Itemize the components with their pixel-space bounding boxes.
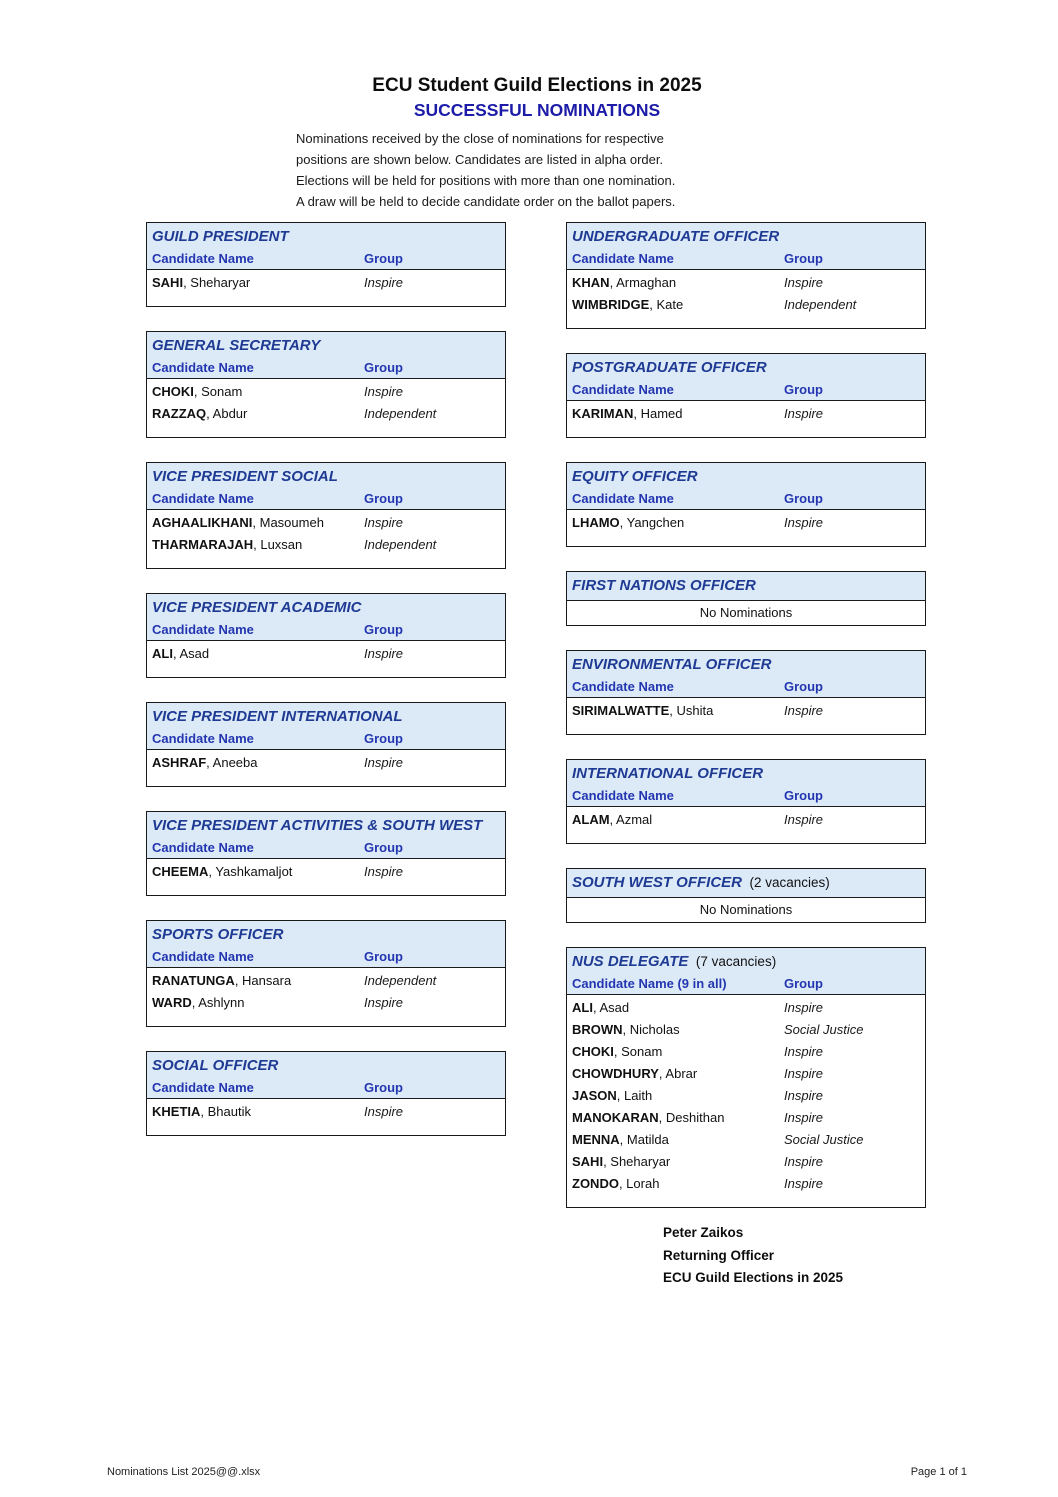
table-title <box>567 223 925 250</box>
nomination-table <box>566 353 926 438</box>
candidate-name: RAZZAQ, Abdur <box>152 406 248 421</box>
candidate-name-header: Candidate Name <box>572 491 674 506</box>
position-title: EQUITY OFFICER <box>572 468 698 485</box>
candidate-row <box>147 403 505 425</box>
candidate-group: Inspire <box>784 1066 824 1081</box>
signature-name: Peter Zaikos <box>663 1225 744 1240</box>
table-body <box>147 379 505 437</box>
candidate-name: AGHAALIKHANI, Masoumeh <box>152 515 324 530</box>
group-header: Group <box>364 491 403 506</box>
table-column-headers <box>147 359 505 379</box>
candidate-group: Inspire <box>364 646 404 661</box>
candidate-group: Social Justice <box>784 1132 864 1147</box>
table-body <box>567 401 925 437</box>
candidate-group: Inspire <box>364 755 404 770</box>
nomination-table <box>566 222 926 329</box>
table-title <box>147 921 505 948</box>
table-body <box>567 995 925 1207</box>
candidate-row <box>567 700 925 722</box>
no-nominations-text: No Nominations <box>567 897 925 922</box>
table-column-headers <box>147 1079 505 1099</box>
table-body <box>147 859 505 895</box>
candidate-group: Inspire <box>364 275 404 290</box>
candidate-name-header: Candidate Name <box>152 622 254 637</box>
candidate-group: Inspire <box>364 515 404 530</box>
position-title: SOCIAL OFFICER <box>152 1057 279 1074</box>
nomination-table <box>566 650 926 735</box>
candidate-row <box>567 1085 925 1107</box>
candidate-group: Inspire <box>784 1044 824 1059</box>
nomination-table <box>146 462 506 569</box>
position-title: INTERNATIONAL OFFICER <box>572 765 764 782</box>
nomination-table <box>566 462 926 547</box>
table-title <box>567 948 925 975</box>
candidate-row <box>567 1107 925 1129</box>
candidate-group: Independent <box>784 297 857 312</box>
table-title <box>147 332 505 359</box>
nomination-table <box>566 571 926 626</box>
candidate-name: KARIMAN, Hamed <box>572 406 683 421</box>
table-column-headers <box>147 730 505 750</box>
nomination-table <box>566 868 926 923</box>
nomination-table <box>146 1051 506 1136</box>
signature-block <box>663 1222 843 1290</box>
document-header <box>296 74 778 212</box>
candidate-name-header: Candidate Name <box>572 382 674 397</box>
group-header: Group <box>364 622 403 637</box>
table-body <box>147 510 505 568</box>
candidate-row <box>147 752 505 774</box>
candidate-group: Independent <box>364 973 437 988</box>
candidate-group: Independent <box>364 406 437 421</box>
table-column-headers <box>147 490 505 510</box>
position-title: GUILD PRESIDENT <box>152 228 289 245</box>
table-body <box>147 968 505 1026</box>
candidate-row <box>147 534 505 556</box>
candidate-name: MENNA, Matilda <box>572 1132 669 1147</box>
candidate-row <box>567 512 925 534</box>
candidate-row <box>567 294 925 316</box>
candidate-name-header: Candidate Name <box>572 788 674 803</box>
position-title: NUS DELEGATE <box>572 953 689 970</box>
candidate-name-header: Candidate Name <box>152 840 254 855</box>
candidate-name: RANATUNGA, Hansara <box>152 973 292 988</box>
candidate-row <box>567 1151 925 1173</box>
table-column-headers <box>147 839 505 859</box>
position-title: GENERAL SECRETARY <box>152 337 321 354</box>
candidate-name: SAHI, Sheharyar <box>572 1154 671 1169</box>
table-body <box>147 1099 505 1135</box>
intro-line: Elections will be held for positions with more than one nomination. <box>296 173 676 188</box>
position-title: VICE PRESIDENT SOCIAL <box>152 468 338 485</box>
document-title: ECU Student Guild Elections in 2025 <box>372 75 702 96</box>
candidate-name: ZONDO, Lorah <box>572 1176 660 1191</box>
table-title <box>147 463 505 490</box>
candidate-group: Inspire <box>784 275 824 290</box>
table-title <box>147 1052 505 1079</box>
table-column-headers <box>147 250 505 270</box>
candidate-row <box>147 861 505 883</box>
candidate-row <box>567 403 925 425</box>
table-column-headers <box>147 621 505 641</box>
candidate-name: KHETIA, Bhautik <box>152 1104 251 1119</box>
candidate-row <box>147 992 505 1014</box>
group-header: Group <box>364 1080 403 1095</box>
table-column-headers <box>567 490 925 510</box>
candidate-group: Inspire <box>364 1104 404 1119</box>
table-title <box>147 594 505 621</box>
candidate-name: WIMBRIDGE, Kate <box>572 297 684 312</box>
candidate-row <box>567 272 925 294</box>
candidate-name: CHOKI, Sonam <box>152 384 243 399</box>
table-title <box>147 812 505 839</box>
candidate-name: CHOWDHURY, Abrar <box>572 1066 698 1081</box>
group-header: Group <box>784 491 823 506</box>
candidate-group: Inspire <box>784 703 824 718</box>
group-header: Group <box>784 251 823 266</box>
table-column-headers <box>147 948 505 968</box>
group-header: Group <box>784 976 823 991</box>
group-header: Group <box>784 679 823 694</box>
position-title: FIRST NATIONS OFFICER <box>572 577 756 594</box>
position-title: VICE PRESIDENT ACTIVITIES & SOUTH WEST <box>152 817 483 834</box>
candidate-row <box>147 643 505 665</box>
nomination-table <box>566 759 926 844</box>
candidate-name-header: Candidate Name (9 in all) <box>572 976 727 991</box>
position-title: ENVIRONMENTAL OFFICER <box>572 656 772 673</box>
table-title <box>567 354 925 381</box>
candidate-group: Inspire <box>364 995 404 1010</box>
table-title <box>567 651 925 678</box>
table-title <box>147 703 505 730</box>
left-table-column <box>146 222 506 1160</box>
candidate-name: ALI, Asad <box>572 1000 630 1015</box>
group-header: Group <box>364 949 403 964</box>
nomination-table <box>146 593 506 678</box>
table-title <box>567 572 925 600</box>
candidate-name: BROWN, Nicholas <box>572 1022 680 1037</box>
nomination-table <box>146 920 506 1027</box>
group-header: Group <box>784 788 823 803</box>
candidate-row <box>567 1063 925 1085</box>
candidate-name-header: Candidate Name <box>152 1080 254 1095</box>
footer-filename: Nominations List 2025@@.xlsx <box>107 1466 261 1478</box>
candidate-name-header: Candidate Name <box>572 679 674 694</box>
candidate-row <box>567 1019 925 1041</box>
table-column-headers <box>567 381 925 401</box>
candidate-name: WARD, Ashlynn <box>152 995 245 1010</box>
candidate-row <box>567 1041 925 1063</box>
table-column-headers <box>567 678 925 698</box>
table-title <box>567 463 925 490</box>
table-body <box>567 270 925 328</box>
candidate-row <box>147 381 505 403</box>
candidate-name: MANOKARAN, Deshithan <box>572 1110 725 1125</box>
candidate-name: SAHI, Sheharyar <box>152 275 251 290</box>
candidate-name-header: Candidate Name <box>152 949 254 964</box>
position-title: POSTGRADUATE OFFICER <box>572 359 767 376</box>
position-title: VICE PRESIDENT ACADEMIC <box>152 599 362 616</box>
group-header: Group <box>364 731 403 746</box>
document-subtitle: SUCCESSFUL NOMINATIONS <box>413 100 661 120</box>
nomination-table <box>146 222 506 307</box>
candidate-row <box>567 1129 925 1151</box>
table-body <box>567 698 925 734</box>
footer-page-number: Page 1 of 1 <box>910 1466 967 1478</box>
intro-paragraph <box>296 128 778 212</box>
intro-line: positions are shown below. Candidates are listed in alpha order. <box>296 152 664 167</box>
candidate-name-header: Candidate Name <box>152 731 254 746</box>
candidate-name: ALAM, Azmal <box>572 812 653 827</box>
position-title: SOUTH WEST OFFICER <box>572 874 742 891</box>
candidate-row <box>147 272 505 294</box>
candidate-group: Social Justice <box>784 1022 864 1037</box>
candidate-group: Inspire <box>364 864 404 879</box>
nomination-table <box>146 331 506 438</box>
candidate-group: Inspire <box>784 812 824 827</box>
candidate-name-header: Candidate Name <box>152 491 254 506</box>
candidate-name: THARMARAJAH, Luxsan <box>152 537 303 552</box>
table-column-headers <box>567 975 925 995</box>
signature-org: ECU Guild Elections in 2025 <box>663 1270 844 1285</box>
candidate-row <box>567 809 925 831</box>
candidate-row <box>147 1101 505 1123</box>
candidate-name: CHEEMA, Yashkamaljot <box>152 864 293 879</box>
signature-role: Returning Officer <box>663 1247 775 1263</box>
candidate-group: Inspire <box>784 1088 824 1103</box>
table-title <box>567 760 925 787</box>
candidate-name: LHAMO, Yangchen <box>572 515 685 530</box>
group-header: Group <box>784 382 823 397</box>
group-header: Group <box>364 251 403 266</box>
group-header: Group <box>364 840 403 855</box>
group-header: Group <box>364 360 403 375</box>
candidate-row <box>567 1173 925 1195</box>
table-body <box>567 807 925 843</box>
candidate-group: Inspire <box>364 384 404 399</box>
table-title <box>567 869 925 897</box>
candidate-group: Independent <box>364 537 437 552</box>
candidate-name-header: Candidate Name <box>152 251 254 266</box>
candidate-group: Inspire <box>784 1154 824 1169</box>
candidate-group: Inspire <box>784 1000 824 1015</box>
candidate-name-header: Candidate Name <box>572 251 674 266</box>
table-column-headers <box>567 787 925 807</box>
position-title: UNDERGRADUATE OFFICER <box>572 228 780 245</box>
candidate-name: SIRIMALWATTE, Ushita <box>572 703 714 718</box>
table-title <box>147 223 505 250</box>
table-column-headers <box>567 250 925 270</box>
candidate-group: Inspire <box>784 406 824 421</box>
nomination-table <box>146 702 506 787</box>
intro-line: A draw will be held to decide candidate order on the ballot papers. <box>296 194 676 209</box>
candidate-group: Inspire <box>784 1176 824 1191</box>
candidate-name-header: Candidate Name <box>152 360 254 375</box>
candidate-name: ASHRAF, Aneeba <box>152 755 258 770</box>
candidate-row <box>567 997 925 1019</box>
position-title: VICE PRESIDENT INTERNATIONAL <box>152 708 403 725</box>
candidate-name: CHOKI, Sonam <box>572 1044 663 1059</box>
table-body <box>147 270 505 306</box>
candidate-name: KHAN, Armaghan <box>572 275 677 290</box>
table-body <box>567 510 925 546</box>
table-body <box>147 750 505 786</box>
candidate-name: JASON, Laith <box>572 1088 653 1103</box>
position-title: SPORTS OFFICER <box>152 926 284 943</box>
table-body <box>147 641 505 677</box>
candidate-name: ALI, Asad <box>152 646 210 661</box>
right-table-column <box>566 222 926 1232</box>
candidate-row <box>147 512 505 534</box>
nomination-table <box>146 811 506 896</box>
candidate-group: Inspire <box>784 515 824 530</box>
vacancies-note: (2 vacancies) <box>742 875 830 890</box>
candidate-row <box>147 970 505 992</box>
no-nominations-text: No Nominations <box>567 600 925 625</box>
intro-line: Nominations received by the close of nominations for respective <box>296 131 664 146</box>
candidate-group: Inspire <box>784 1110 824 1125</box>
nomination-table <box>566 947 926 1208</box>
vacancies-note: (7 vacancies) <box>688 954 777 969</box>
